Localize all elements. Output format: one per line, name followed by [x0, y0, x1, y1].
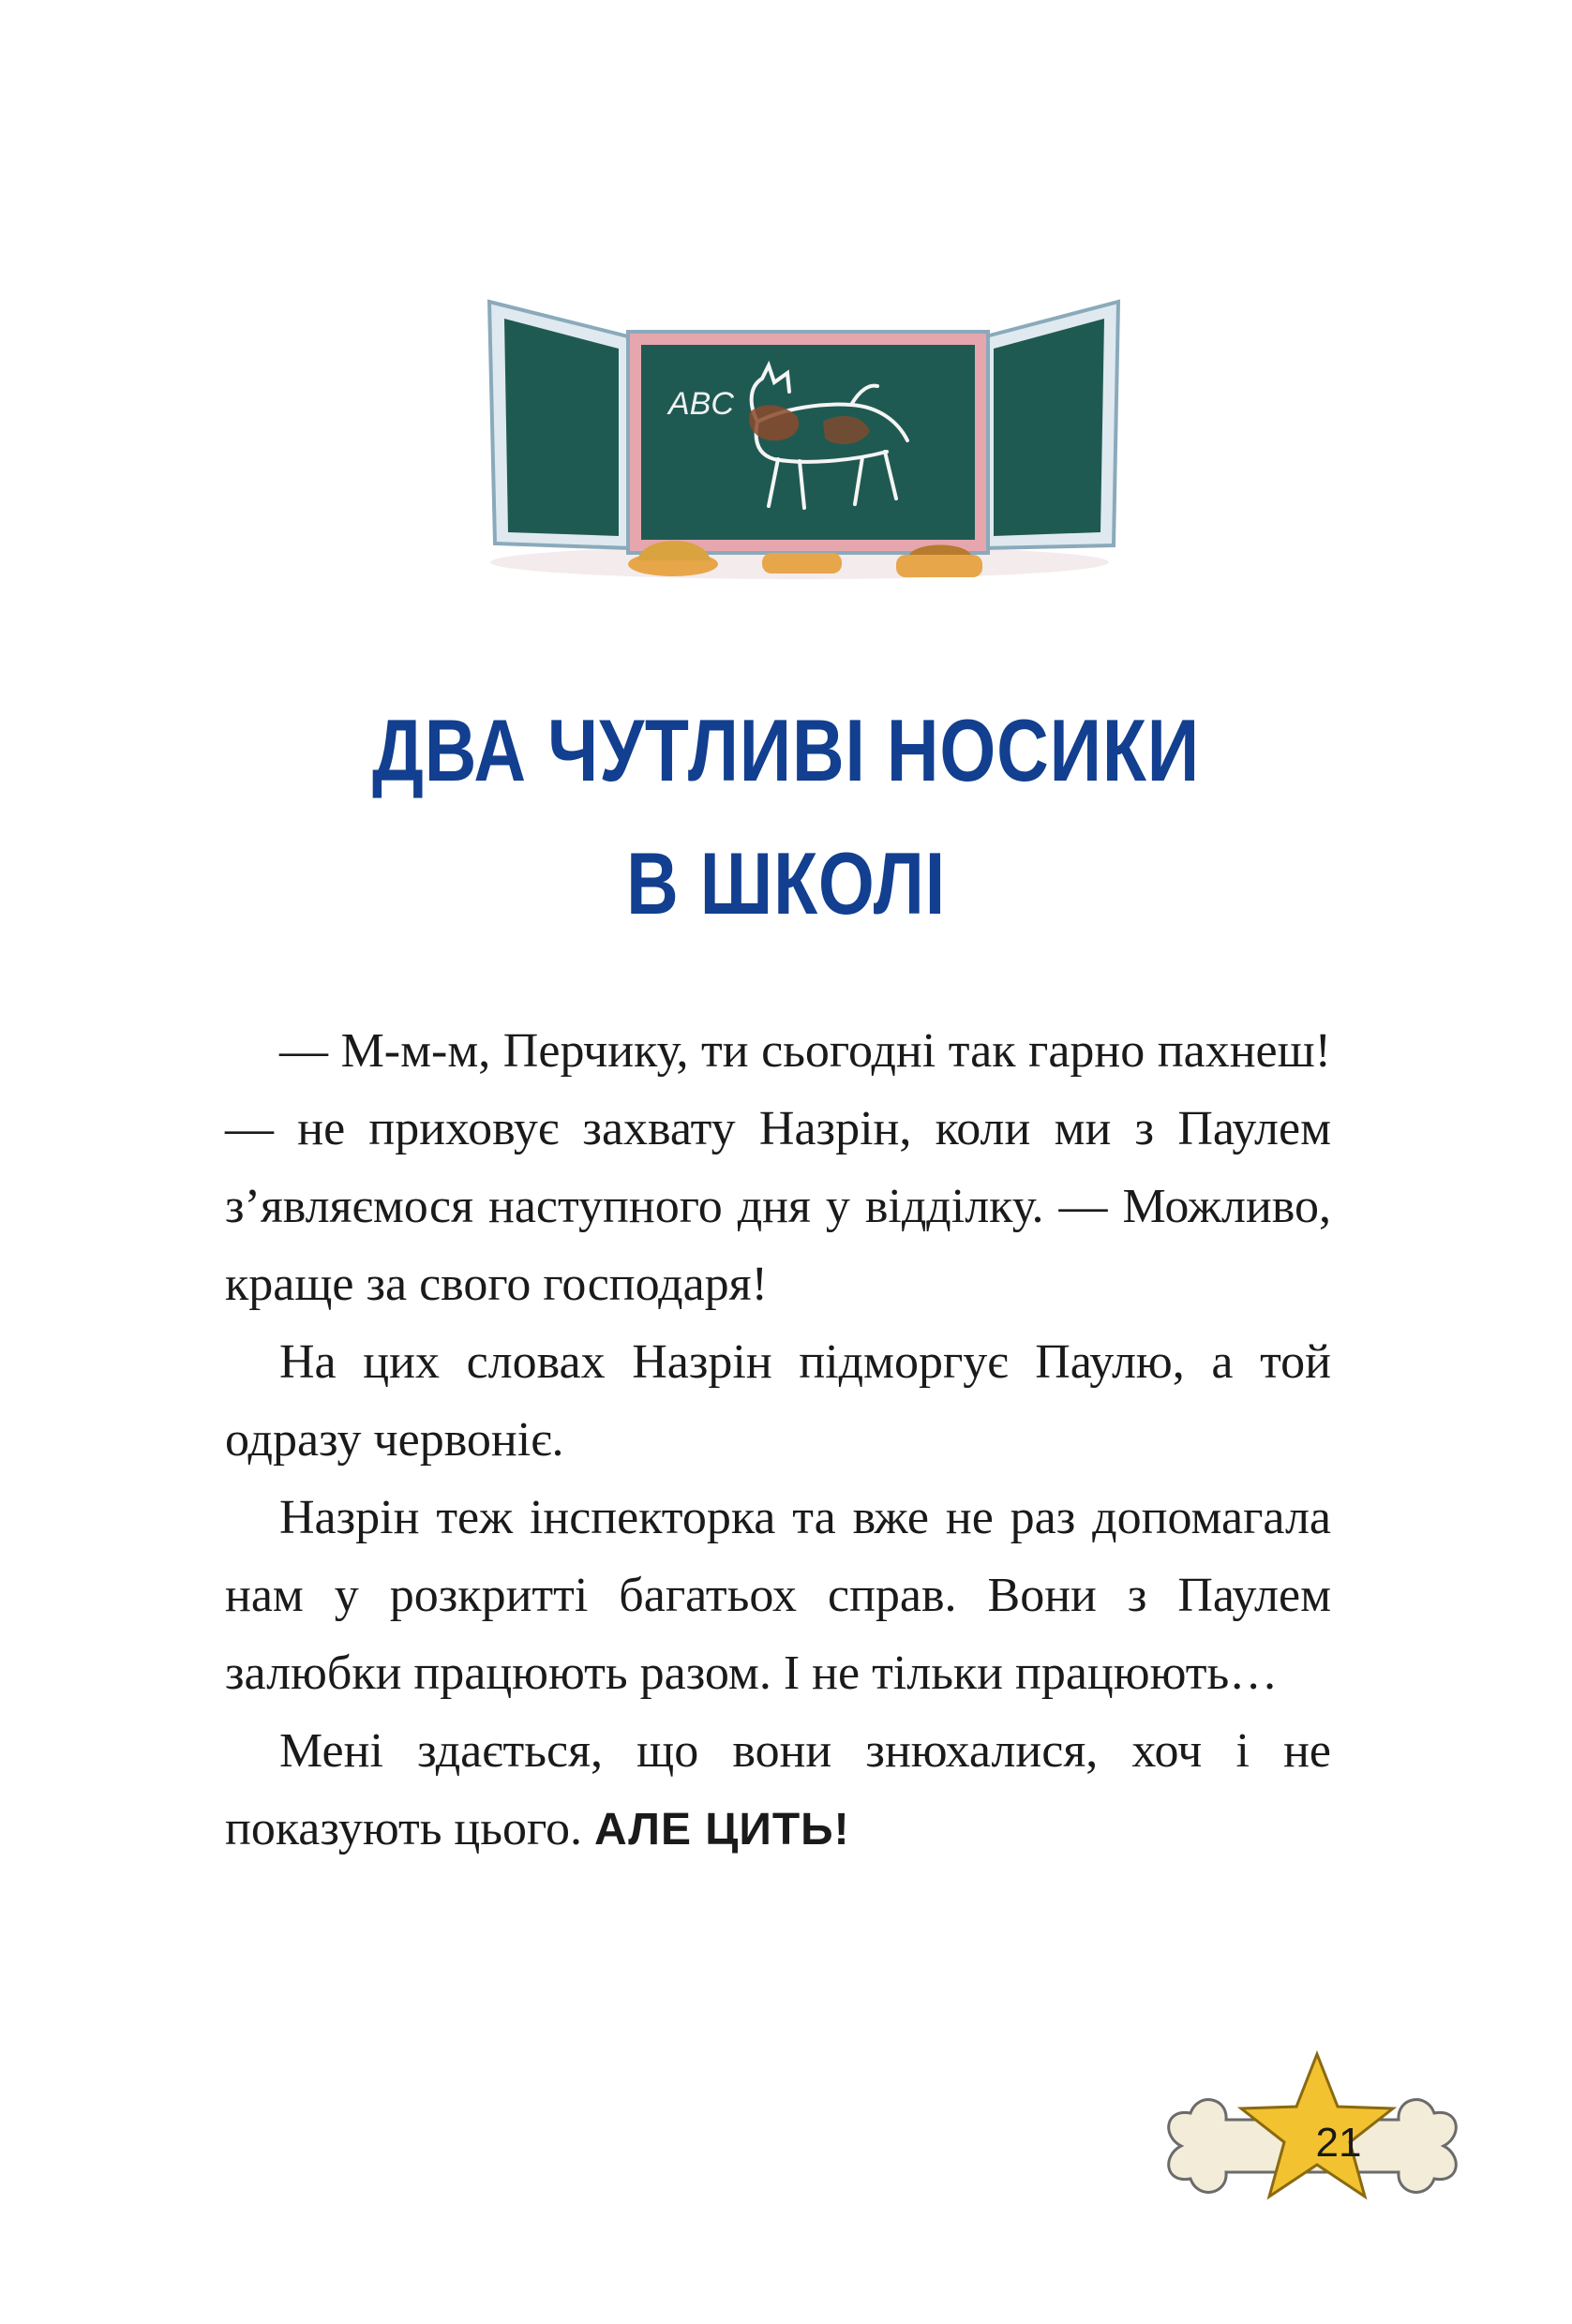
chapter-title-line-2: В ШКОЛІ: [626, 834, 946, 932]
food-bowl-middle: [762, 553, 842, 574]
paragraph-2: На цих словах Назрін підморгує Паулю, а той одразу червоніє.: [225, 1335, 1331, 1467]
paragraph-3: Назрін теж інспекторка та вже не раз допомагала нам у розкритті багатьох справ. Вони з Паулем залюбки працюють разом. І не тільки працюють…: [225, 1491, 1331, 1700]
paragraph-4-text: Мені здається, що вони знюхалися, хоч і не показують цього.: [225, 1724, 1331, 1855]
chapter-title: [142, 684, 1430, 950]
paragraph-4: [225, 1712, 1331, 1869]
chapter-title-line-1: ДВА ЧУТЛИВІ НОСИКИ: [372, 701, 1200, 799]
page-number: 21: [1315, 2120, 1362, 2166]
shout-text: АЛЕ ЦИТЬ!: [594, 1805, 850, 1855]
paragraph-1: — М-м-м, Перчику, ти сьогодні так гарно пахнеш! — не приховує захвату Назрін, коли ми з Паулем з’являємося наступного дня у відділку. — Можливо, краще за свого господаря!: [225, 1024, 1331, 1311]
board-abc-text: ABC: [668, 386, 734, 422]
body-text: [225, 1012, 1331, 1869]
chalkboard-illustration: [476, 281, 1123, 590]
